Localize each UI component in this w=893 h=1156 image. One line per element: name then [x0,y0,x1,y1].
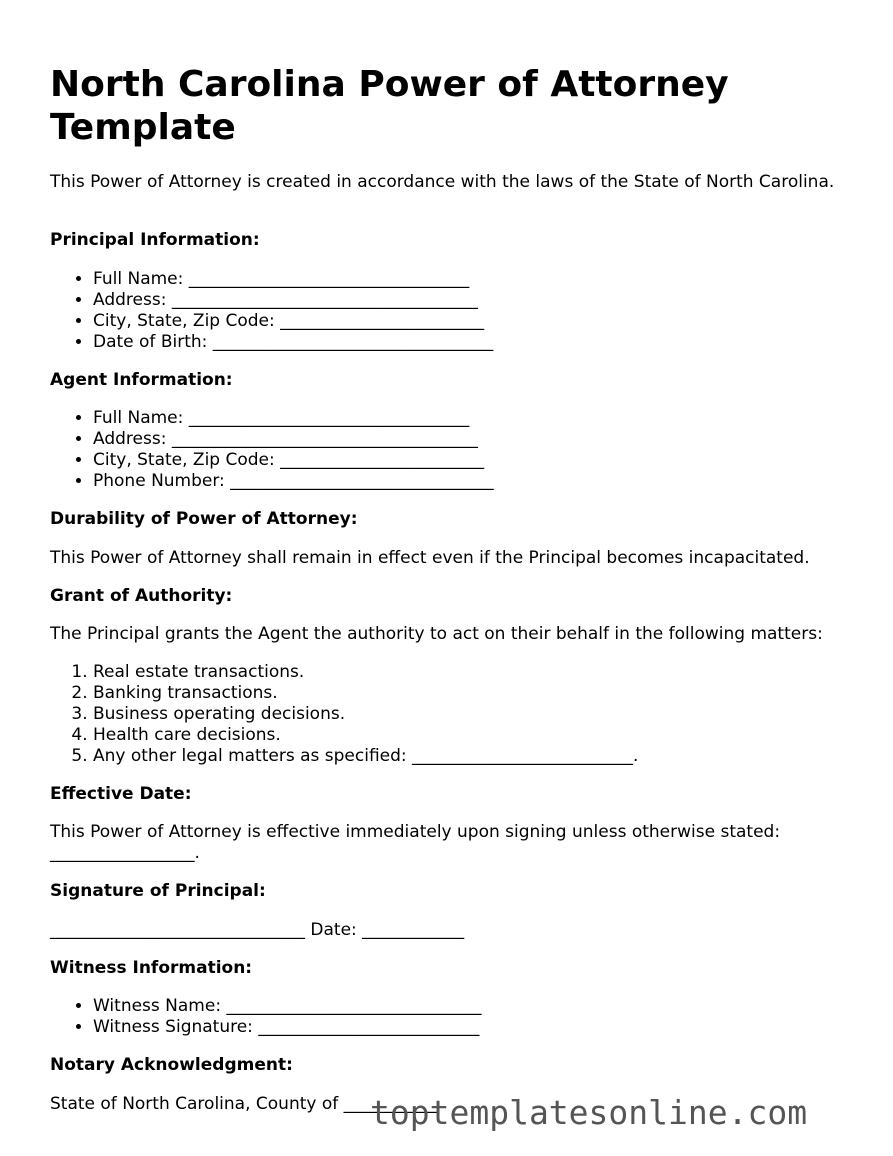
list-item: • City, State, Zip Code: ________________________ [93,311,893,332]
agent-list [50,408,893,492]
grant-text: The Principal grants the Agent the authority to act on their behalf in the following matters: [50,624,823,644]
effective-text: This Power of Attorney is effective immediately upon signing unless otherwise stated: _________________. [50,822,781,863]
list-item: 3. Business operating decisions. [93,704,893,725]
list-item: • Address: ____________________________________ [93,429,893,450]
intro-text: This Power of Attorney is created in accordance with the laws of the State of North Carolina. [50,172,835,192]
notary-heading: Notary Acknowledgment: [50,1055,293,1075]
list-item: • Witness Name: ______________________________ [93,996,893,1017]
grant-heading: Grant of Authority: [50,586,233,606]
durability-heading: Durability of Power of Attorney: [50,509,358,529]
list-item: • Address: ____________________________________ [93,290,893,311]
principal-list [50,269,893,353]
durability-text: This Power of Attorney shall remain in effect even if the Principal becomes incapacitated. [50,548,810,568]
witness-list [50,996,893,1038]
signature-line: ______________________________ Date: ____________ [50,920,465,940]
agent-heading: Agent Information: [50,370,233,390]
list-item: 2. Banking transactions. [93,683,893,704]
list-item: 4. Health care decisions. [93,725,893,746]
list-item: • Full Name: _________________________________ [93,408,893,429]
page-title: North Carolina Power of Attorney Template [50,64,729,148]
effective-heading: Effective Date: [50,784,192,804]
list-item: • Full Name: _________________________________ [93,269,893,290]
list-item: • Phone Number: _______________________________ [93,471,893,492]
watermark: toptemplatesonline.com [370,1093,808,1132]
list-item: 1. Real estate transactions. [93,662,893,683]
signature-heading: Signature of Principal: [50,881,266,901]
grant-list [50,662,893,767]
principal-heading: Principal Information: [50,230,260,250]
list-item: • Witness Signature: __________________________ [93,1017,893,1038]
witness-heading: Witness Information: [50,958,253,978]
list-item: • City, State, Zip Code: ________________________ [93,450,893,471]
list-item: • Date of Birth: _________________________________ [93,332,893,353]
list-item: 5. Any other legal matters as specified: __________________________. [93,746,893,767]
notary-text: State of North Carolina, County of ___________ [50,1094,438,1114]
